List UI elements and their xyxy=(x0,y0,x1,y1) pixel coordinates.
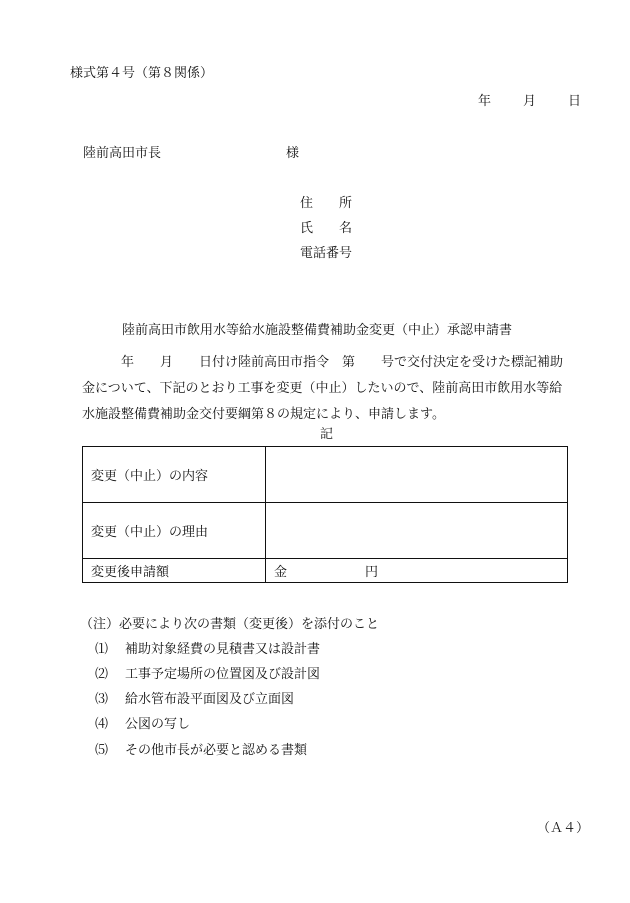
note-item xyxy=(95,693,294,706)
note-item-number: ⑴ xyxy=(95,642,109,657)
note-item-text: 給水管布設平面図及び立面図 xyxy=(125,692,295,707)
change-details-table xyxy=(82,446,568,583)
table-label-cell: 変更（中止）の内容 xyxy=(83,447,266,503)
note-item-number: ⑸ xyxy=(95,743,109,758)
document-title: 陸前高田市飲用水等給水施設整備費補助金変更（中止）承認申請書 xyxy=(122,323,513,338)
note-item-text: 工事予定場所の位置図及び設計図 xyxy=(125,667,321,682)
date-year: 年 xyxy=(478,94,492,109)
ki-heading: 記 xyxy=(320,427,334,442)
addressee-honorific: 様 xyxy=(286,146,300,161)
note-item xyxy=(95,744,307,757)
application-body-text: 年 月 日付け陸前高田市指令 第 号で交付決定を受けた標記補助金について、下記のとおり工事を変更（中止）したいので、陸前高田市飲用水等給水施設整備費補助金交付要綱第８の規定により、申請します。 xyxy=(82,355,564,422)
applicant-address-label: 住 所 xyxy=(300,196,353,211)
form-number: 様式第４号（第８関係） xyxy=(70,66,214,81)
note-item-text: 公図の写し xyxy=(125,717,191,732)
date-month: 月 xyxy=(523,94,537,109)
applicant-name-label: 氏 名 xyxy=(300,221,353,236)
table-row xyxy=(83,559,568,583)
note-item xyxy=(95,668,320,681)
table-label-cell: 変更（中止）の理由 xyxy=(83,503,266,559)
table-label-cell: 変更後申請額 xyxy=(83,559,266,583)
note-item xyxy=(95,643,320,656)
paper-size-label: （Ａ４） xyxy=(537,821,590,836)
date-line xyxy=(478,95,581,108)
addressee-name: 陸前高田市長 xyxy=(83,146,162,161)
notes-heading: （注）必要により次の書類（変更後）を添付のこと xyxy=(80,617,380,632)
date-day: 日 xyxy=(568,94,582,109)
note-item-number: ⑷ xyxy=(95,717,109,732)
note-item-text: 補助対象経費の見積書又は設計書 xyxy=(125,642,321,657)
table-value-cell[interactable] xyxy=(266,503,568,559)
table-value-cell[interactable] xyxy=(266,447,568,503)
applicant-phone-label: 電話番号 xyxy=(300,246,353,261)
note-item-number: ⑵ xyxy=(95,667,109,682)
table-row xyxy=(83,447,568,503)
note-item-text: その他市長が必要と認める書類 xyxy=(125,743,308,758)
note-item-number: ⑶ xyxy=(95,692,109,707)
note-item xyxy=(95,718,190,731)
table-row xyxy=(83,503,568,559)
table-value-cell[interactable]: 金 円 xyxy=(266,559,568,583)
